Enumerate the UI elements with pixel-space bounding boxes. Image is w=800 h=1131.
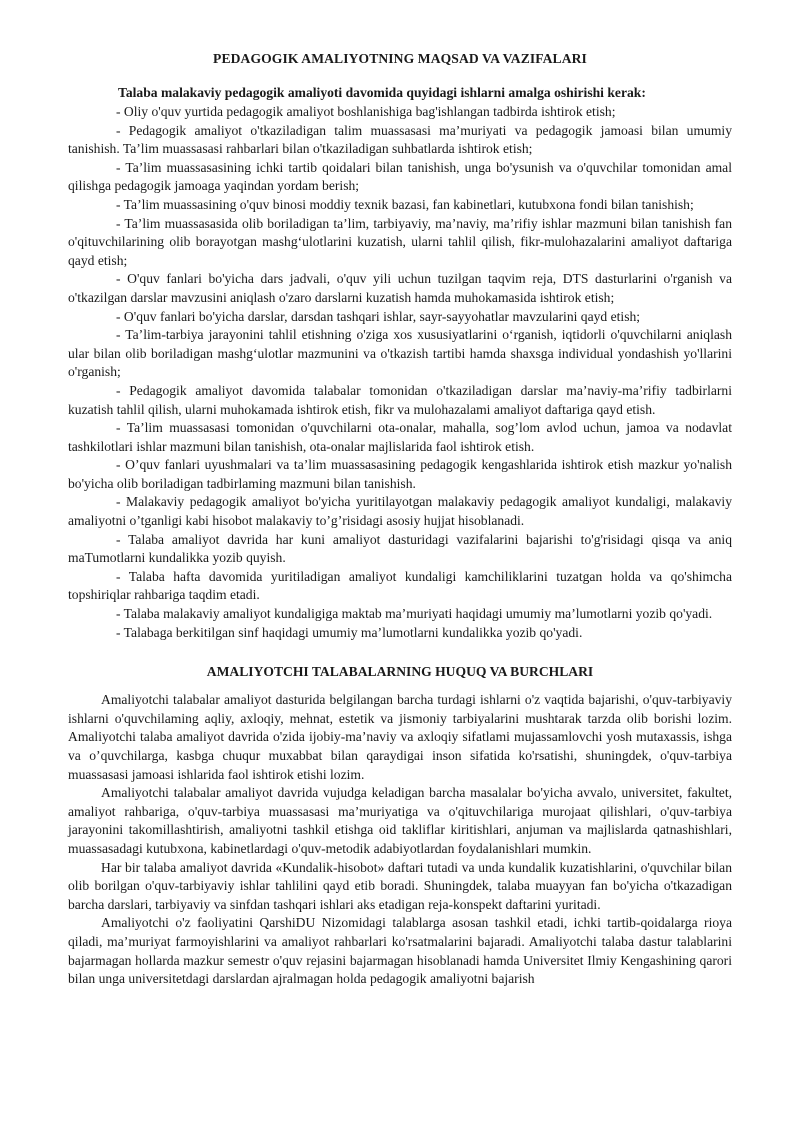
intro-text: Talaba malakaviy pedagogik amaliyoti davomida quyidagi ishlarni amalga oshirishi kerak: xyxy=(118,85,646,100)
list-item: - O'quv fanlari bo'yicha darslar, darsdan tashqari ishlar, sayr-sayyohatlar mavzularini qayd etish; xyxy=(116,308,641,324)
list-item: - Talaba amaliyot davrida har kuni amaliyot dasturidagi vazifalarini bajarishi to'g'risidagi qisqa va aniq maTumotlarni kundalikka yozib quyish. xyxy=(68,531,732,566)
paragraph: Amaliyotchi talabalar amaliyot davrida vujudga keladigan barcha masalalar bo'yicha avvalo, universitet, fakultet, amaliyot rahbariga, o'quv-tarbiya muassasasi ma’muriyatiga va o'qituvchilariga murojaat qilishlari, o'quv-tarbiya jarayonini takomillashtirish, amaliyotni tashkil etishga oid takliflar kiritishlari, anjuman va majlislarda qatnashishlari, muassasadagi kutubxona, kabinetlardagi o'quv-metodik adabiyotlardan foydalanishlari mumkin. xyxy=(68,785,732,856)
list-item: - Pedagogik amaliyot o'tkaziladigan talim muassasasi ma’muriyati va pedagogik jamoasi bilan umumiy tanishish. Ta’lim muassasasi rahbarlari bilan o'tkaziladigan suhbatlarda ishtirok etish; xyxy=(68,122,732,157)
list-item: - Ta’lim muassasasining ichki tartib qoidalari bilan tanishish, unga bo'ysunish va o'quvchilar tomonidan amal qilishga pedagogik jamoaga yaqindan yordam berish; xyxy=(68,159,732,194)
section-title-goals: PEDAGOGIK AMALIYOTNING MAQSAD VA VAZIFALARI xyxy=(213,51,587,66)
list-item: - O'quv fanlari bo'yicha dars jadvali, o'quv yili uchun tuzilgan taqvim reja, DTS dasturlarini o'rganish va o'tkazilgan darslar mavzusini aniqlash o'zaro darslarni kuzatish hamda muhokamasida ishtirok etish; xyxy=(68,271,732,305)
paragraph: Har bir talaba amaliyot davrida «Kundalik-hisobot» daftari tutadi va unda kundalik kuzatishlarini, o'quvchilar bilan olib borilgan o'quv-tarbiyaviy ishlar tahlilini qayd etib boradi. Shuningdek, talaba muayyan fan bo'yicha o'tkazadigan barcha darslari, tarbiyaviy va sinfdan tashqari ishlari aks etadigan reja-konspekt daftarini yuritadi. xyxy=(68,859,732,912)
list-item: - Pedagogik amaliyot davomida talabalar tomonidan o'tkaziladigan darslar ma’naviy-ma’rifiy tadbirlarni kuzatish tahlil qilish, ularni muhokamada ishtirok etish, fikr va mulohazalami amaliyot daftariga qayd etish. xyxy=(68,382,732,417)
list-item: - Ta’lim muassasining o'quv binosi moddiy texnik bazasi, fan kabinetlari, kutubxona fondi bilan tanishish; xyxy=(116,196,694,212)
paragraph: Amaliyotchi talabalar amaliyot dasturida belgilangan barcha turdagi ishlarni o'z vaqtida bajarishi, o'quv-tarbiyaviy ishlarni o'quvchilaming aqliy, axloqiy, mehnat, estetik va jismoniy tarbiyalarini mushtarak tarzda olib borishi lozim. Amaliyotchi talaba amaliyot davrida o'zida ijobiy-ma’naviy va axloqiy sifatlami mujassamlovchi yosh mutaxassis, ishga va o’quvchilarga, kasbga chuqur muxabbat bilan qaraydigai inson sifatida ko'rsatishi, shuningdek, o'quv-tarbiya muassasasi jamoasi ishlarida faol ishtirok etishi lozim. xyxy=(68,692,732,782)
list-item: - Ta’lim muassasasida olib boriladigan ta’lim, tarbiyaviy, ma’naviy, ma’rifiy ishlar mazmuni bilan tanishish fan o'qituvchilarining olib borayotgan mashg‘ulotlarini kuzatish, ularni tahlil qilish, fikr-mulohazalarini amaliyot daftariga qayd etish; xyxy=(68,215,732,268)
paragraph: Amaliyotchi o'z faoliyatini QarshiDU Nizomidagi talablarga asosan tashkil etadi, ichki tartib-qoidalarga rioya qiladi, ma’muriyat farmoyishlarini va amaliyot rahbarlari ko'rsatmalarini bajaradi. Amaliyotchi talaba dastur talablarini bajarmagan hollarda mazkur semestr o'quv rejasini bajarmagan hisoblanadi hamda Universitet Ilmiy Kengashining qarori bilan unga universitetdagi darslardan ajralmagan holda pedagogik amaliyotni bajarish xyxy=(68,915,732,987)
list-item: - Talaba hafta davomida yuritiladigan amaliyot kundaligi kamchiliklarini tuzatgan holda va qo'shimcha topshiriqlar rahbariga taqdim etadi. xyxy=(68,568,732,603)
list-item: - Ta’lim muassasasi tomonidan o'quvchilarni ota-onalar, mahalla, sog’lom avlod uchun, jamoa va nodavlat tashkilotlari ishlar mazmuni bilan tanishish, ota-onalar majlislarida faol ishtirok etish. xyxy=(68,420,732,454)
rights-section xyxy=(68,691,732,989)
list-item: - Ta’lim-tarbiya jarayonini tahlil etishning o'ziga xos xususiyatlarini o‘rganish, iqtidorli o'quvchilarni aniqlash ular bilan olib boriladigan mashg‘ulotlar mazmunini va o'tkazish tartibi hamda shaxsga individual yondashish yo'llarini o'rganish; xyxy=(68,327,732,380)
list-item: - Oliy o'quv yurtida pedagogik amaliyot boshlanishiga bag'ishlangan tadbirda ishtirok etish; xyxy=(116,104,616,119)
section-title-rights: AMALIYOTCHI TALABALARNING HUQUQ VA BURCHLARI xyxy=(206,664,594,680)
list-item: - Talaba malakaviy amaliyot kundaligiga maktab ma’muriyati haqidagi umumiy ma’lumotlarni yozib qo'yadi. xyxy=(116,606,713,622)
task-list xyxy=(68,103,732,642)
list-item: - Talabaga berkitilgan sinf haqidagi umumiy ma’lumotlarni kundalikka yozib qo'yadi. xyxy=(116,624,583,640)
list-item: - O’quv fanlari uyushmalari va ta’lim muassasasining pedagogik kengashlarida ishtirok etish mazkur yo'nalish bo'yicha olib boriladigan tadbirlaming mazmuni bilan tanishish. xyxy=(68,457,732,491)
list-item: - Malakaviy pedagogik amaliyot bo'yicha yuritilayotgan malakaviy pedagogik amaliyot kundaligi, malakaviy amaliyotni o’tganligi kabi hisobot malakaviy to’g’risidagi asosiy hujjat hisoblanadi. xyxy=(68,494,732,529)
